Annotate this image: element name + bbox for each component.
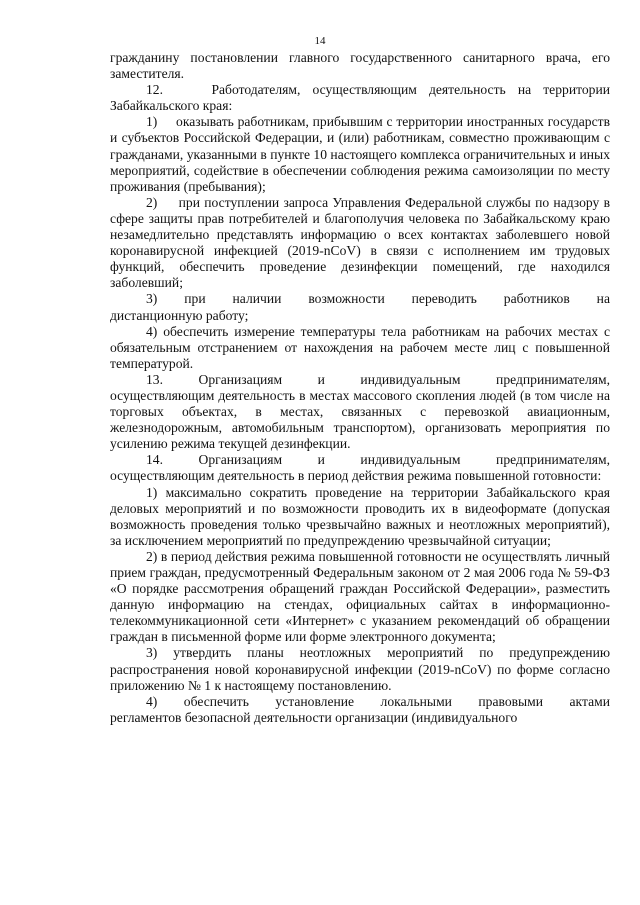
paragraph-item-12-4: 4) обеспечить измерение температуры тела работникам на рабочих местах с обязательным отстранением от нахождения на рабочем месте лиц с повышенной температурой. [110, 323, 610, 371]
document-body [110, 50, 610, 726]
paragraph-item-14-1: 1) максимально сократить проведение на территории Забайкальского края деловых мероприятий и по возможности проводить их в видеоформате (допуская возможность проведения только чрезвычайно важных и неотложных мероприятий), за исключением мероприятий по предупреждению чрезвычайной ситуации; [110, 484, 610, 548]
paragraph-item-14-2: 2) в период действия режима повышенной готовности не осуществлять личный прием граждан, предусмотренный Федеральным законом от 2 мая 2006 года № 59-ФЗ «О порядке рассмотрения обращений граждан Российской Федерации», разместить данную информацию на стендах, официальных сайтах в информационно-телекоммуникационной сети «Интернет» с указанием рекомендаций об обращении граждан в письменной форме или форме электронного документа; [110, 548, 610, 645]
paragraph-item-12-3: 3) при наличии возможности переводить работников на дистанционную работу; [110, 291, 610, 323]
paragraph-item-14: 14. Организациям и индивидуальным предпринимателям, осуществляющим деятельность в период действия режима повышенной готовности: [110, 452, 610, 484]
paragraph-item-12: 12. Работодателям, осуществляющим деятельность на территории Забайкальского края: [110, 82, 610, 114]
paragraph-item-12-1: 1) оказывать работникам, прибывшим с территории иностранных государств и субъектов Российской Федерации, и (или) работникам, совместно проживающим с гражданами, указанными в пункте 10 настоящего комплекса ограничительных и иных мероприятий, содействие в обеспечении соблюдения режима самоизоляции по месту проживания (пребывания); [110, 114, 610, 194]
paragraph-item-14-4: 4) обеспечить установление локальными правовыми актами регламентов безопасной деятельности организации (индивидуального [110, 693, 610, 725]
paragraph-item-12-2: 2) при поступлении запроса Управления Федеральной службы по надзору в сфере защиты прав потребителей и благополучия человека по Забайкальскому краю незамедлительно представлять информацию о всех контактах заболевшего новой коронавирусной инфекцией (2019-nCoV) в связи с исполнением им трудовых функций, обеспечить проведение дезинфекции помещений, где находился заболевший; [110, 194, 610, 291]
paragraph-item-14-3: 3) утвердить планы неотложных мероприятий по предупреждению распространения новой коронавирусной инфекции (2019-nCoV) по форме согласно приложению № 1 к настоящему постановлению. [110, 645, 610, 693]
paragraph-item-13: 13. Организациям и индивидуальным предпринимателям, осуществляющим деятельность в местах массового скопления людей (в том числе на торговых объектах, в местах, связанных с перевозкой авиационным, железнодорожным, автомобильным транспортом), организовать мероприятия по усилению режима текущей дезинфекции. [110, 371, 610, 452]
paragraph-continuation: гражданину постановлении главного государственного санитарного врача, его заместителя. [110, 50, 610, 82]
page-number: 14 [314, 35, 326, 47]
